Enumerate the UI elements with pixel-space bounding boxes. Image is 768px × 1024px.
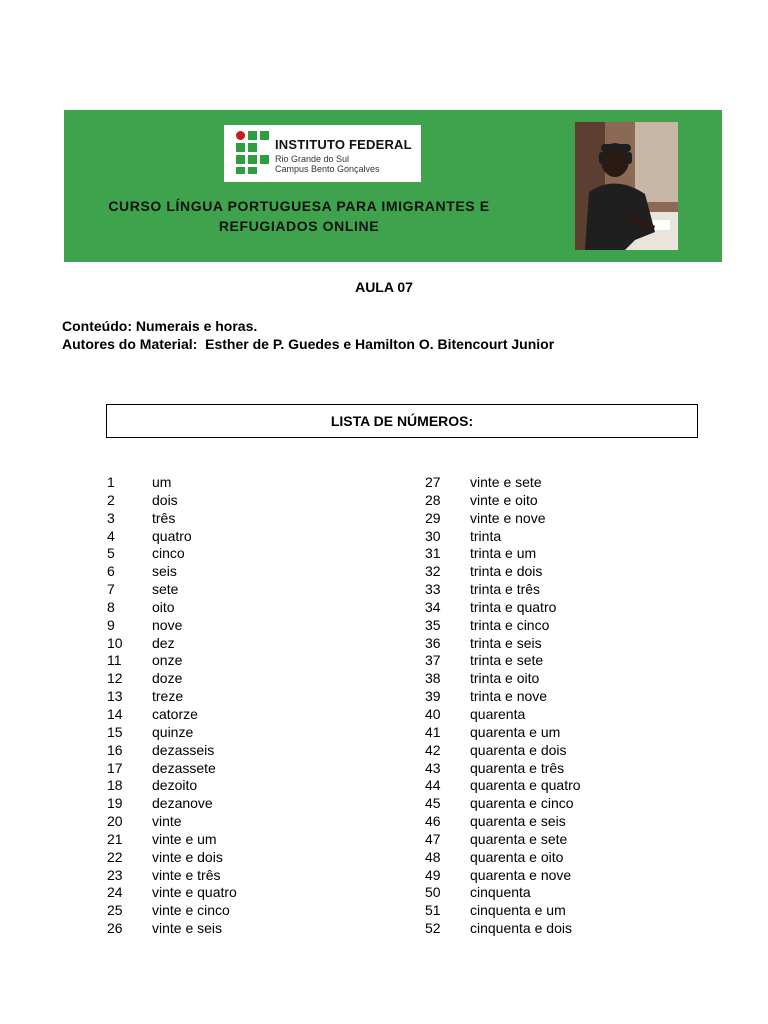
- course-title: [84, 196, 514, 236]
- number-word: trinta e oito: [470, 670, 540, 687]
- number-word: cinquenta e dois: [470, 920, 572, 937]
- number-digit: 44: [425, 777, 441, 794]
- number-word: vinte e dois: [152, 848, 223, 865]
- number-digit: 1: [107, 474, 115, 490]
- student-photo: [575, 122, 678, 250]
- number-digit: 14: [107, 705, 123, 722]
- number-digit: 33: [425, 581, 441, 598]
- number-digit: 34: [425, 598, 441, 615]
- number-word: trinta: [470, 527, 502, 544]
- number-digit: 30: [425, 527, 441, 544]
- number-word: vinte: [152, 813, 182, 830]
- number-word: três: [152, 509, 176, 526]
- number-word: vinte e oito: [470, 491, 538, 508]
- number-digit: 46: [425, 813, 441, 830]
- number-word: trinta e três: [470, 581, 541, 598]
- lesson-authors: Autores do Material: Esther de P. Guedes e Hamilton O. Bitencourt Junior: [62, 336, 555, 352]
- number-word: seis: [152, 563, 177, 580]
- number-word: vinte e um: [152, 830, 217, 847]
- number-digit: 43: [425, 759, 441, 776]
- number-word: quarenta e sete: [470, 830, 568, 847]
- number-digit: 49: [425, 866, 441, 883]
- course-title-line2: REFUGIADOS ONLINE: [218, 218, 380, 234]
- number-word: treze: [152, 688, 184, 705]
- number-digit: 42: [425, 741, 441, 758]
- number-word: trinta e um: [470, 545, 537, 562]
- number-digit: 52: [425, 920, 441, 937]
- number-word: nove: [152, 616, 183, 633]
- number-digit: 22: [107, 848, 123, 865]
- number-word: trinta e quatro: [470, 598, 557, 615]
- number-digit: 40: [425, 705, 441, 722]
- number-word: dez: [152, 634, 175, 651]
- logo-subtitle-line2: Campus Bento Gonçalves: [275, 164, 380, 174]
- number-digit: 36: [425, 634, 441, 651]
- number-word: trinta e nove: [470, 688, 548, 705]
- number-word: quarenta: [470, 705, 526, 722]
- logo-grid-icon: [236, 131, 270, 175]
- number-word: doze: [152, 670, 183, 687]
- number-digit: 35: [425, 616, 441, 633]
- number-word: sete: [152, 581, 179, 598]
- number-digit: 48: [425, 848, 441, 865]
- number-word: vinte e seis: [152, 920, 223, 937]
- number-digit: 20: [107, 813, 123, 830]
- number-digit: 38: [425, 670, 441, 687]
- number-word: cinco: [152, 545, 185, 562]
- number-digit: 45: [425, 795, 441, 812]
- number-digit: 8: [107, 598, 115, 615]
- number-digit: 27: [425, 474, 441, 490]
- logo-title: INSTITUTO FEDERAL: [275, 137, 412, 152]
- number-digit: 16: [107, 741, 123, 758]
- number-digit: 50: [425, 884, 441, 901]
- number-word: quarenta e cinco: [470, 795, 574, 812]
- number-digit: 12: [107, 670, 123, 687]
- number-digit: 47: [425, 830, 441, 847]
- logo-subtitle-line1: Rio Grande do Sul: [275, 154, 350, 164]
- number-word: trinta e cinco: [470, 616, 550, 633]
- number-word: onze: [152, 652, 183, 669]
- number-word: vinte e sete: [470, 474, 542, 490]
- number-digit: 51: [425, 902, 441, 919]
- number-word: dezasseis: [152, 741, 215, 758]
- number-word: vinte e três: [152, 866, 221, 883]
- number-word: vinte e quatro: [152, 884, 237, 901]
- number-digit: 26: [107, 920, 123, 937]
- number-digit: 17: [107, 759, 123, 776]
- number-word: dezoito: [152, 777, 198, 794]
- number-word: vinte e nove: [470, 509, 546, 526]
- header-banner: [64, 110, 722, 262]
- number-word: quatro: [152, 527, 192, 544]
- number-digit: 10: [107, 634, 123, 651]
- number-digit: 9: [107, 616, 115, 633]
- number-digit: 15: [107, 723, 123, 740]
- number-digit: 23: [107, 866, 123, 883]
- logo-subtitle: [275, 154, 380, 174]
- number-word: cinquenta: [470, 884, 531, 901]
- number-digit: 19: [107, 795, 123, 812]
- number-digit: 31: [425, 545, 441, 562]
- institution-logo: [224, 125, 421, 182]
- number-digit: 37: [425, 652, 441, 669]
- number-word: trinta e dois: [470, 563, 543, 580]
- number-list-heading: LISTA DE NÚMEROS:: [106, 404, 698, 438]
- number-digit: 4: [107, 527, 115, 544]
- number-word: dezassete: [152, 759, 216, 776]
- number-word: vinte e cinco: [152, 902, 230, 919]
- number-digit: 41: [425, 723, 441, 740]
- number-word: quarenta e quatro: [470, 777, 581, 794]
- number-digit: 28: [425, 491, 441, 508]
- number-digit: 18: [107, 777, 123, 794]
- number-digit: 11: [107, 652, 122, 669]
- number-digit: 29: [425, 509, 441, 526]
- number-word: dezanove: [152, 795, 213, 812]
- number-digit: 21: [107, 830, 123, 847]
- number-digit: 5: [107, 545, 115, 562]
- lesson-title: AULA 07: [355, 279, 413, 295]
- number-word: quarenta e um: [470, 723, 561, 740]
- number-word: quarenta e dois: [470, 741, 567, 758]
- number-digit: 13: [107, 688, 123, 705]
- number-word: trinta e sete: [470, 652, 544, 669]
- number-word: cinquenta e um: [470, 902, 566, 919]
- number-digit: 3: [107, 509, 115, 526]
- number-digit: 24: [107, 884, 123, 901]
- number-word: quarenta e seis: [470, 813, 566, 830]
- number-digit: 2: [107, 491, 115, 508]
- number-digit: 7: [107, 581, 115, 598]
- number-word: catorze: [152, 705, 198, 722]
- number-digit: 6: [107, 563, 115, 580]
- number-word: quinze: [152, 723, 194, 740]
- number-word: trinta e seis: [470, 634, 542, 651]
- number-word: quarenta e nove: [470, 866, 572, 883]
- number-word: quarenta e três: [470, 759, 565, 776]
- number-word: oito: [152, 598, 175, 615]
- lesson-content: Conteúdo: Numerais e horas.: [62, 318, 258, 334]
- number-digit: 25: [107, 902, 123, 919]
- number-word: dois: [152, 491, 178, 508]
- number-digit: 32: [425, 563, 441, 580]
- number-word: um: [152, 474, 172, 490]
- course-title-line1: CURSO LÍNGUA PORTUGUESA PARA IMIGRANTES E: [108, 198, 490, 214]
- number-word: quarenta e oito: [470, 848, 564, 865]
- number-digit: 39: [425, 688, 441, 705]
